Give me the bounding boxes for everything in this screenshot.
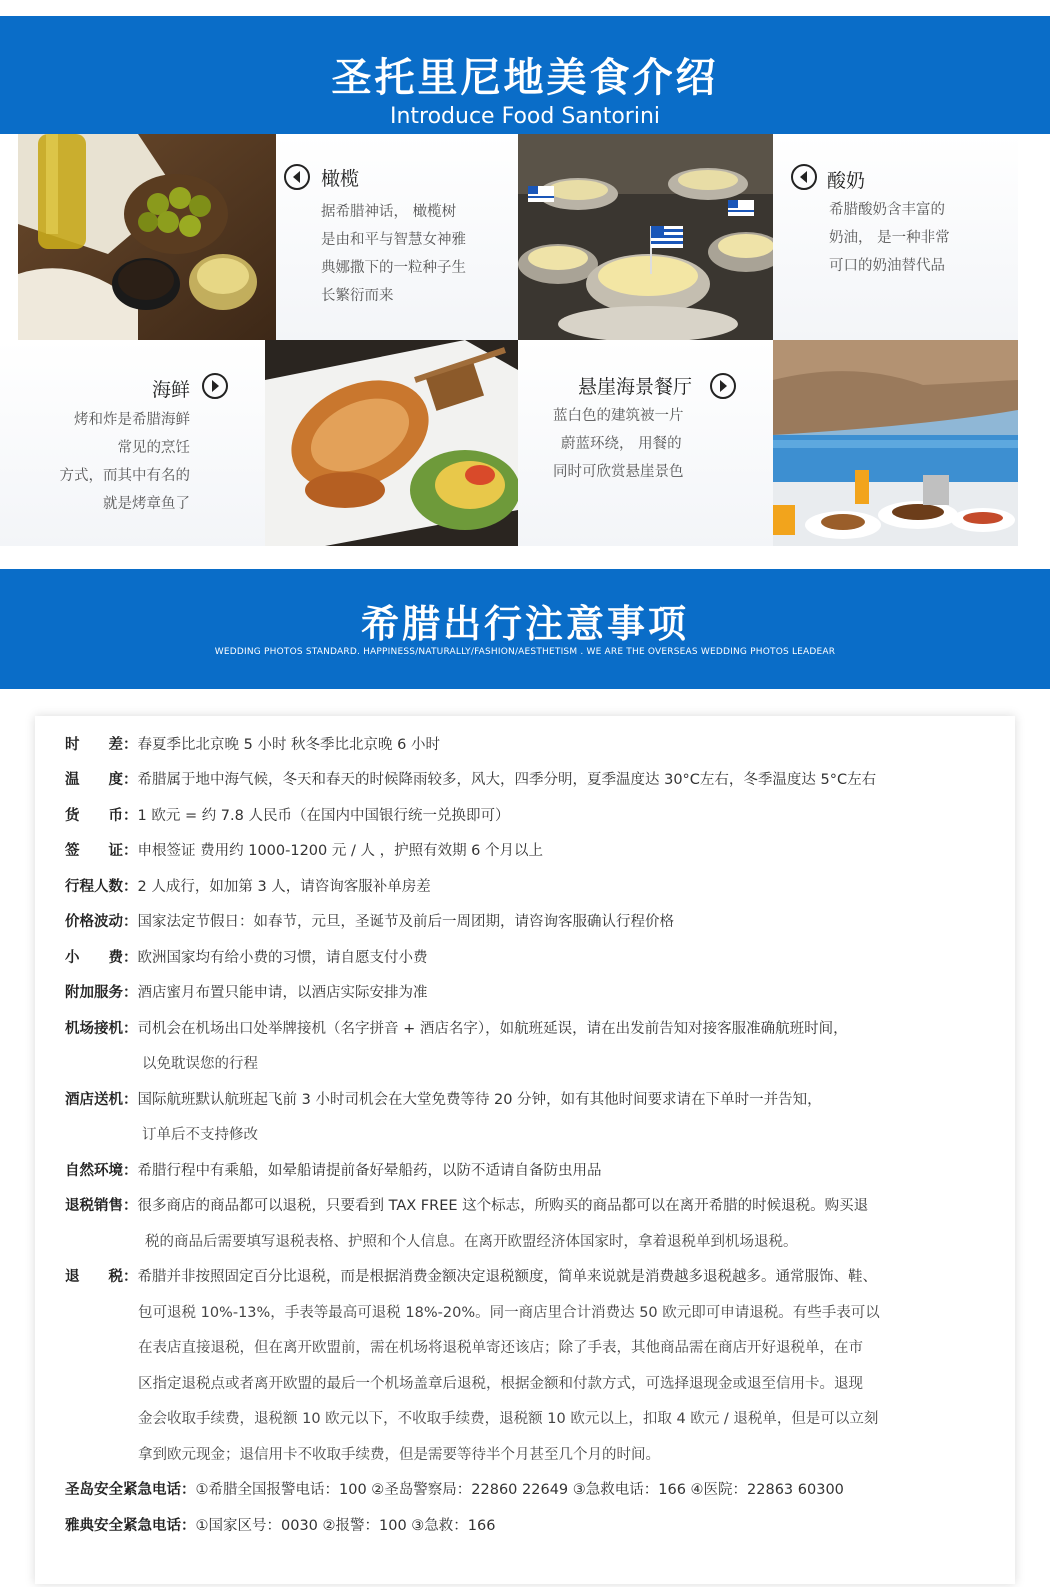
arrow-left-icon [284,164,310,190]
seafood-desc: 烤和炸是希腊海鲜 常见的烹饪 方式，而其中有名的 就是烤章鱼了 [59,412,190,512]
food-banner [0,16,1050,134]
note-row-continuation: 拿到欧元现金；退信用卡不收取手续费，但是需要等待半个月甚至几个月的时间。 [138,1447,660,1463]
note-row: 退 税：希腊并非按照固定百分比退税，而是根据消费金额决定退税额度，简单来说就是消费越多退税越多。通常服饰、鞋、 [65,1269,877,1285]
note-row: 酒店送机：国际航班默认航班起飞前 3 小时司机会在大堂免费等待 20 分钟，如有其他时间要求请在下单时一并告知， [65,1092,822,1108]
note-row: 价格波动：国家法定节假日：如春节，元旦，圣诞节及前后一周团期，请咨询客服确认行程价格 [65,914,674,930]
olive-desc: 据希腊神话， 橄榄树 是由和平与智慧女神雅 典娜撒下的一粒种子生 长繁衍而来 [321,204,466,304]
note-row-continuation: 金会收取手续费，退税额 10 欧元以下，不收取手续费，退税额 10 欧元以上，扣取 4 欧元 / 退税单，但是可以立刻 [138,1411,879,1427]
note-row: 小 费：欧洲国家均有给小费的习惯，请自愿支付小费 [65,950,428,966]
cliff-restaurant-panel [518,340,773,546]
yogurt-panel [773,134,1018,340]
seafood-image [265,340,518,546]
travel-notes-banner-subtitle: WEDDING PHOTOS STANDARD. HAPPINESS/NATURALLY/FASHION/AESTHETISM . WE ARE THE OVERSEAS WEDDING PHOTOS LEADEAR [214,647,836,657]
cliff-restaurant-image [773,340,1018,546]
note-row-continuation: 订单后不支持修改 [142,1127,258,1143]
seafood-title: 海鲜 [152,379,191,401]
note-row: 签 证：申根签证 费用约 1000-1200 元 / 人 ，护照有效期 6 个月以上 [65,843,544,859]
yogurt-desc: 希腊酸奶含丰富的 奶油， 是一种非常 可口的奶油替代品 [829,202,950,274]
note-row: 货 币：1 欧元 = 约 7.8 人民币（在国内中国银行统一兑换即可） [65,808,510,824]
travel-notes-banner [0,569,1050,689]
note-row: 行程人数：2 人成行，如加第 3 人，请咨询客服补单房差 [65,879,431,895]
cliff-restaurant-desc: 蓝白色的建筑被一片 蔚蓝环绕， 用餐的 同时可欣赏悬崖景色 [553,408,684,480]
travel-notes-banner-title: 希腊出行注意事项 [360,602,689,646]
note-row-continuation: 包可退税 10%-13%，手表等最高可退税 18%-20%。同一商店里合计消费达 50 欧元即可申请退税。有些手表可以 [138,1305,880,1321]
seafood-panel [0,340,265,546]
note-row: 自然环境：希腊行程中有乘船，如晕船请提前备好晕船药，以防不适请自备防虫用品 [65,1163,602,1179]
note-row: 时 差：春夏季比北京晚 5 小时 秋冬季比北京晚 6 小时 [65,737,440,753]
travel-notes-card [35,716,1015,1584]
note-row: 机场接机：司机会在机场出口处举牌接机（名字拼音 + 酒店名字），如航班延误，请在出发前告知对接客服准确航班时间， [65,1021,848,1037]
arrow-right-icon [710,373,736,399]
food-banner-subtitle: Introduce Food Santorini [389,104,661,129]
emergency-athens-row: 雅典安全紧急电话：①国家区号：0030 ②报警：100 ③急救：166 [65,1518,496,1534]
olive-image [18,134,276,340]
yogurt-image [518,134,773,340]
olive-panel [276,134,534,340]
olive-title: 橄榄 [321,168,360,190]
note-row-continuation: 在表店直接退税，但在离开欧盟前，需在机场将退税单寄还该店；除了手表，其他商品需在商店开好退税单，在市 [138,1340,863,1356]
note-row-continuation: 区指定退税点或者离开欧盟的最后一个机场盖章后退税，根据金额和付款方式，可选择退现金或退至信用卡。退现 [138,1376,863,1392]
note-row: 温 度：希腊属于地中海气候，冬天和春天的时候降雨较多，风大，四季分明，夏季温度达 30°C左右，冬季温度达 5°C左右 [65,772,877,788]
arrow-right-icon [202,373,228,399]
note-row: 退税销售：很多商店的商品都可以退税，只要看到 TAX FREE 这个标志，所购买的商品都可以在离开希腊的时候退税。购买退 [65,1198,869,1214]
note-row: 附加服务：酒店蜜月布置只能申请，以酒店实际安排为准 [65,985,428,1001]
emergency-santorini-row: 圣岛安全紧急电话：①希腊全国报警电话：100 ②圣岛警察局：22860 22649 ③急救电话：166 ④医院：22863 60300 [65,1482,844,1498]
yogurt-title: 酸奶 [827,170,866,192]
note-row-continuation: 税的商品后需要填写退税表格、护照和个人信息。在离开欧盟经济体国家时，拿着退税单到机场退税。 [145,1234,798,1250]
arrow-left-icon [791,164,817,190]
cliff-restaurant-title: 悬崖海景餐厅 [578,376,693,398]
food-banner-title: 圣托里尼地美食介绍 [331,55,719,101]
note-row-continuation: 以免耽误您的行程 [142,1056,258,1072]
